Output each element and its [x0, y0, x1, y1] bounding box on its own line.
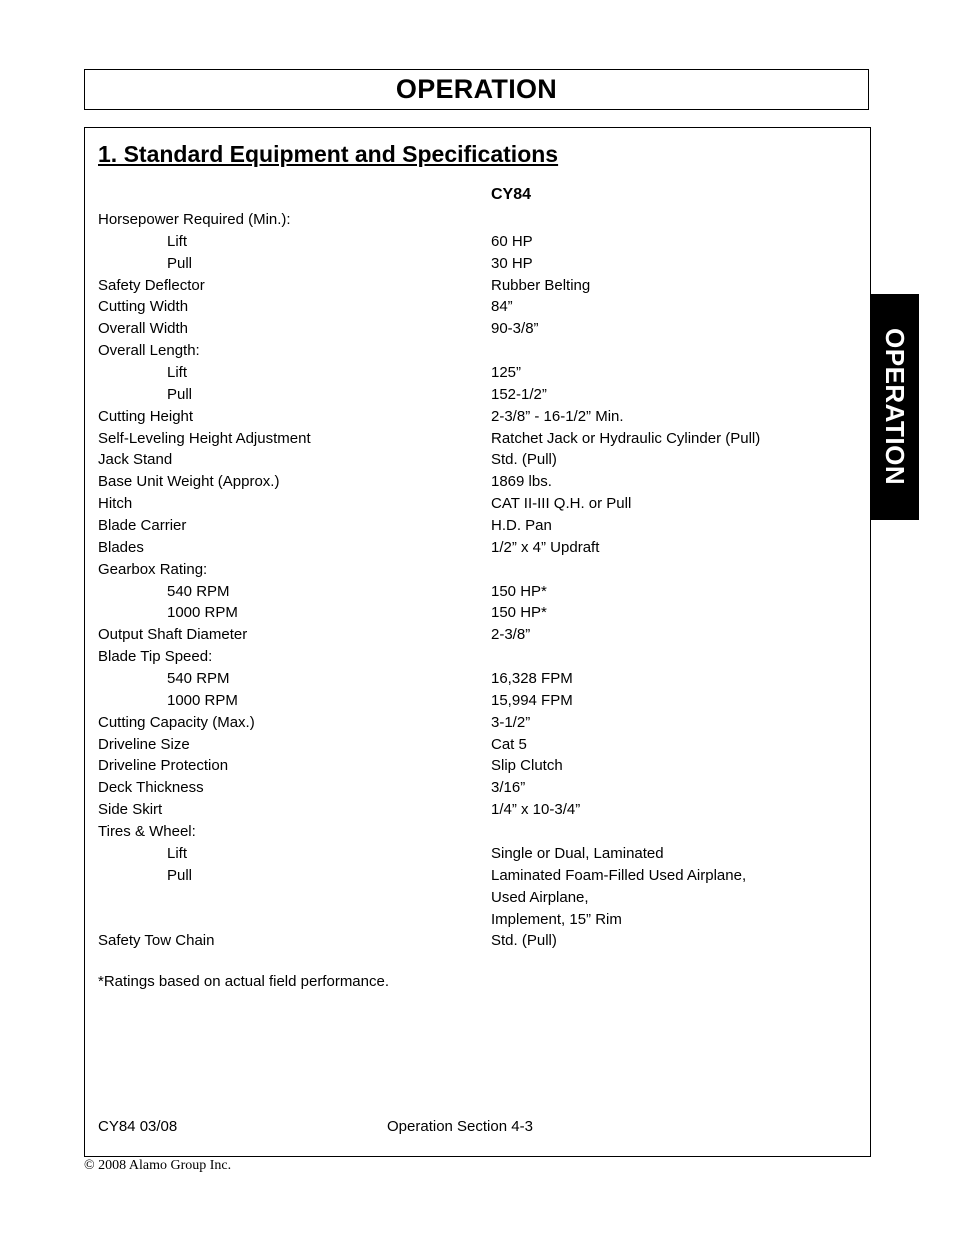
page-title: OPERATION	[395, 74, 558, 104]
spec-value: Single or Dual, Laminated	[491, 844, 664, 862]
copyright: © 2008 Alamo Group Inc.	[84, 1158, 232, 1173]
spec-value: 3-1/2”	[491, 713, 531, 731]
spec-value: 125”	[491, 364, 522, 382]
spec-row	[98, 406, 798, 428]
spec-value: 3/16”	[491, 779, 526, 797]
spec-row	[98, 275, 798, 297]
spec-label: Horsepower Required (Min.):	[98, 211, 291, 228]
spec-label: Overall Width	[98, 320, 189, 338]
spec-value: Implement, 15” Rim	[491, 910, 622, 928]
spec-value: 150 HP*	[491, 604, 547, 622]
spec-label: Driveline Size	[98, 735, 190, 753]
spec-row	[98, 755, 798, 777]
spec-value: 1869 lbs.	[491, 473, 552, 491]
spec-label: Driveline Protection	[98, 757, 229, 775]
spec-label: Safety Tow Chain	[98, 932, 215, 950]
side-tab-label: OPERATION	[880, 328, 910, 486]
spec-value: 60 HP	[491, 232, 533, 250]
spec-row	[98, 449, 798, 471]
spec-row	[98, 537, 798, 559]
spec-row	[98, 362, 798, 384]
spec-label: Blade Carrier	[98, 517, 187, 535]
spec-label: Output Shaft Diameter	[98, 626, 248, 644]
spec-label: Lift	[167, 232, 188, 250]
spec-label: Gearbox Rating:	[98, 560, 208, 578]
spec-label: Safety Deflector	[98, 276, 205, 294]
spec-value: Cat 5	[491, 735, 527, 753]
spec-value: 30 HP	[491, 254, 533, 272]
footnote: *Ratings based on actual field performance.	[98, 973, 390, 990]
spec-row	[98, 209, 798, 231]
spec-label: Lift	[167, 364, 188, 382]
spec-value: Slip Clutch	[491, 757, 563, 775]
spec-label: Deck Thickness	[98, 779, 204, 797]
spec-label: Lift	[167, 844, 188, 862]
spec-value: 1/2” x 4” Updraft	[491, 538, 600, 556]
spec-row	[98, 318, 798, 340]
spec-label: Blades	[98, 538, 144, 556]
spec-row	[98, 253, 798, 275]
header-box	[84, 69, 869, 110]
spec-table	[98, 209, 798, 952]
spec-row	[98, 887, 798, 909]
spec-value: 16,328 FPM	[491, 670, 573, 688]
spec-row	[98, 734, 798, 756]
spec-row	[98, 428, 798, 450]
spec-value: 2-3/8”	[491, 626, 531, 644]
spec-label: Cutting Width	[98, 298, 189, 316]
spec-row	[98, 646, 798, 668]
spec-label: 540 RPM	[167, 670, 230, 688]
spec-label: Overall Length:	[98, 342, 200, 360]
spec-value: Used Airplane,	[491, 888, 589, 906]
section-title: 1. Standard Equipment and Specifications	[98, 141, 559, 167]
spec-label: Self-Leveling Height Adjustment	[98, 429, 311, 447]
spec-value: 150 HP*	[491, 582, 547, 600]
footer-section-page: Operation Section 4-3	[387, 1118, 533, 1135]
spec-row	[98, 909, 798, 931]
spec-label: Pull	[167, 254, 193, 272]
spec-row	[98, 581, 798, 603]
spec-value: CAT II-III Q.H. or Pull	[491, 495, 632, 513]
spec-value: H.D. Pan	[491, 517, 552, 535]
spec-row	[98, 384, 798, 406]
spec-value: 2-3/8” - 16-1/2” Min.	[491, 407, 624, 425]
spec-row	[98, 668, 798, 690]
spec-row	[98, 624, 798, 646]
spec-row	[98, 515, 798, 537]
spec-value: Std. (Pull)	[491, 451, 557, 469]
spec-row	[98, 296, 798, 318]
spec-row	[98, 602, 798, 624]
spec-label: Blade Tip Speed:	[98, 648, 213, 666]
spec-label: Pull	[167, 866, 193, 884]
spec-value: Laminated Foam-Filled Used Airplane,	[491, 866, 747, 884]
spec-row	[98, 843, 798, 865]
spec-label: 540 RPM	[167, 582, 230, 600]
spec-label: Side Skirt	[98, 801, 163, 819]
spec-row	[98, 690, 798, 712]
model-column-header: CY84	[491, 186, 532, 203]
spec-row	[98, 493, 798, 515]
spec-label: Base Unit Weight (Approx.)	[98, 473, 280, 491]
spec-row	[98, 559, 798, 581]
spec-row	[98, 231, 798, 253]
spec-row	[98, 471, 798, 493]
spec-label: 1000 RPM	[167, 604, 238, 622]
spec-value: Rubber Belting	[491, 276, 591, 294]
spec-row	[98, 865, 798, 887]
spec-value: Std. (Pull)	[491, 932, 557, 950]
spec-row	[98, 340, 798, 362]
spec-row	[98, 930, 798, 952]
spec-row	[98, 799, 798, 821]
spec-label: 1000 RPM	[167, 691, 238, 709]
spec-value: 90-3/8”	[491, 320, 539, 338]
spec-label: Jack Stand	[98, 451, 173, 469]
spec-row	[98, 777, 798, 799]
spec-label: Hitch	[98, 495, 133, 513]
spec-label: Cutting Capacity (Max.)	[98, 713, 255, 731]
spec-value: 15,994 FPM	[491, 691, 573, 709]
footer-model-date: CY84 03/08	[98, 1118, 178, 1135]
spec-value: 1/4” x 10-3/4”	[491, 801, 581, 819]
spec-value: 84”	[491, 298, 513, 316]
spec-label: Tires & Wheel:	[98, 823, 196, 841]
spec-label: Cutting Height	[98, 407, 194, 425]
spec-value: 152-1/2”	[491, 385, 547, 403]
spec-value: Ratchet Jack or Hydraulic Cylinder (Pull)	[491, 429, 761, 447]
side-tab	[870, 294, 919, 520]
spec-row	[98, 712, 798, 734]
spec-row	[98, 821, 798, 843]
spec-label: Pull	[167, 385, 193, 403]
